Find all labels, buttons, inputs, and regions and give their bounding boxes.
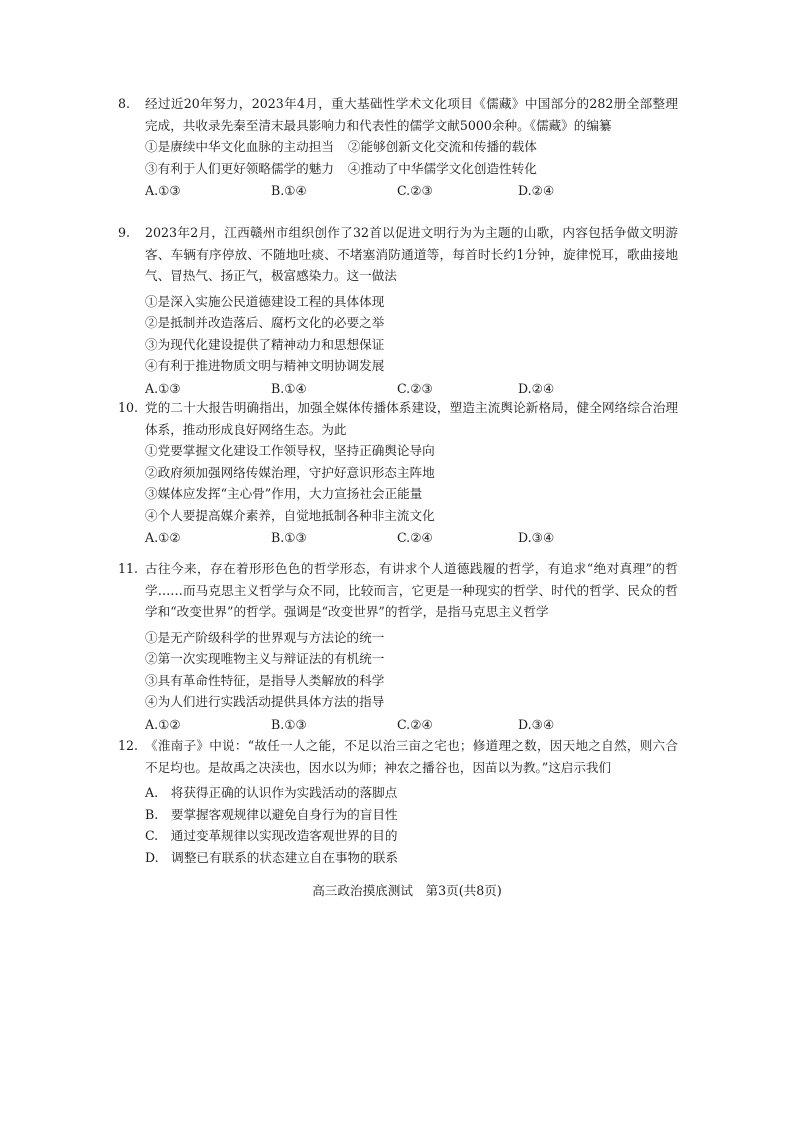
question-12 [118, 735, 678, 868]
statement-3: ③有利于人们更好领略儒学的魅力 [145, 160, 334, 176]
option-row [118, 136, 678, 158]
statement-3: ③媒体应发挥“主心骨”作用，大力宣扬社会正能量 [145, 486, 423, 501]
question-number: 8. [118, 96, 131, 111]
statement-1: ①是深入实施公民道德建设工程的具体体现 [145, 293, 385, 309]
answer-b: B.①③ [271, 530, 307, 545]
answer-a: A.①② [145, 716, 181, 732]
answer-d: D.②④ [518, 183, 555, 198]
answer-c: C.②③ [397, 380, 433, 396]
choice-a: A. 将获得正确的认识作为实践活动的落脚点 [145, 785, 398, 800]
question-8 [118, 93, 678, 202]
question-9 [118, 222, 678, 400]
question-number: 11. [118, 561, 139, 576]
question-11 [118, 558, 678, 736]
answer-a: A.①③ [145, 380, 181, 396]
question-number: 9. [118, 225, 131, 240]
statement-1: ①是赓续中华文化血脉的主动担当 [145, 139, 334, 154]
choice-c: C. 通过变革规律以实现改造客观世界的目的 [145, 828, 398, 843]
statement-2: ②第一次实现唯物主义与辩证法的有机统一 [145, 651, 385, 666]
answer-c: C.②③ [397, 183, 433, 198]
question-number: 10. [118, 400, 139, 415]
statement-1: ①是无产阶级科学的世界观与方法论的统一 [145, 629, 385, 645]
statement-4: ④个人要提高媒介素养，自觉地抵制各种非主流文化 [145, 507, 435, 523]
question-text: 2023年2月，江西赣州市组织创作了32首以促进文明行为为主题的山歌，内容包括争做文明游客、车辆有序停放、不随地吐痰、不堵塞消防通道等，每首时长约1分钟，旋律悦耳，歌曲接地气、冒热气、扬正气，极富感染力。这一做法 [145, 225, 678, 283]
answer-a: A.①③ [145, 183, 181, 198]
answer-choices [118, 179, 678, 202]
statement-2: ②能够创新文化交流和传播的载体 [347, 139, 537, 154]
answer-choices [118, 713, 678, 736]
question-stem [118, 558, 678, 623]
answer-d: D.②④ [518, 380, 555, 396]
option-row [118, 158, 678, 180]
answer-b: B.①④ [271, 380, 307, 396]
question-text: 《淮南子》中说：“故任一人之能，不足以治三亩之宅也；修道理之数，因天地之自然，则六合不足均也。是故禹之决渎也，因水以为师；神农之播谷也，因苗以为教。”这启示我们 [145, 738, 678, 775]
question-stem [118, 397, 678, 440]
choice-d: D. 调整已有联系的状态建立自在事物的联系 [145, 849, 398, 865]
answer-a: A.①② [145, 530, 181, 545]
question-text: 古往今来，存在着形形色色的哲学形态，有讲求个人道德践履的哲学，有追求“绝对真理”的哲学……而马克思主义哲学与众不同，比较而言，它更是一种现实的哲学、时代的哲学、民众的哲学和“改变世界”的哲学。强调是“改变世界”的哲学，是指马克思主义哲学 [145, 561, 678, 619]
statement-3: ③具有革命性特征，是指导人类解放的科学 [145, 672, 385, 688]
question-text: 党的二十大报告明确指出，加强全媒体传播体系建设，塑造主流舆论新格局，健全网络综合治理体系，推动形成良好网络生态。为此 [145, 400, 678, 437]
statement-2: ②是抵制并改造落后、腐朽文化的必要之举 [145, 315, 385, 330]
statement-4: ④有利于推进物质文明与精神文明协调发展 [145, 358, 385, 373]
question-text: 经过近20年努力，2023年4月，重大基础性学术文化项目《儒藏》中国部分的282册全部整理完成，共收录先秦至清末最具影响力和代表性的儒学文献5000余种。《儒藏》的编纂 [145, 96, 678, 133]
statement-4: ④推动了中华儒学文化创造性转化 [347, 160, 537, 176]
answer-b: B.①③ [271, 716, 307, 732]
question-stem [118, 735, 678, 778]
choice-b: B. 要掌握客观规律以避免自身行为的盲目性 [145, 806, 398, 822]
answer-choices [118, 526, 678, 549]
statement-4: ④为人们进行实践活动提供具体方法的指导 [145, 694, 385, 709]
question-number: 12. [118, 738, 139, 753]
answer-b: B.①④ [271, 183, 307, 198]
statement-1: ①党要掌握文化建设工作领导权，坚持正确舆论导向 [145, 443, 435, 458]
statement-3: ③为现代化建设提供了精神动力和思想保证 [145, 336, 385, 352]
page-footer: 高三政治摸底测试 第3页(共8页) [312, 883, 502, 898]
question-10 [118, 397, 678, 549]
question-stem [118, 222, 678, 287]
answer-d: D.③④ [518, 530, 555, 545]
answer-c: C.②④ [397, 530, 433, 545]
statement-2: ②政府须加强网络传媒治理，守护好意识形态主阵地 [145, 464, 435, 480]
answer-c: C.②④ [397, 716, 433, 732]
question-stem [118, 93, 678, 136]
answer-d: D.③④ [518, 716, 555, 732]
